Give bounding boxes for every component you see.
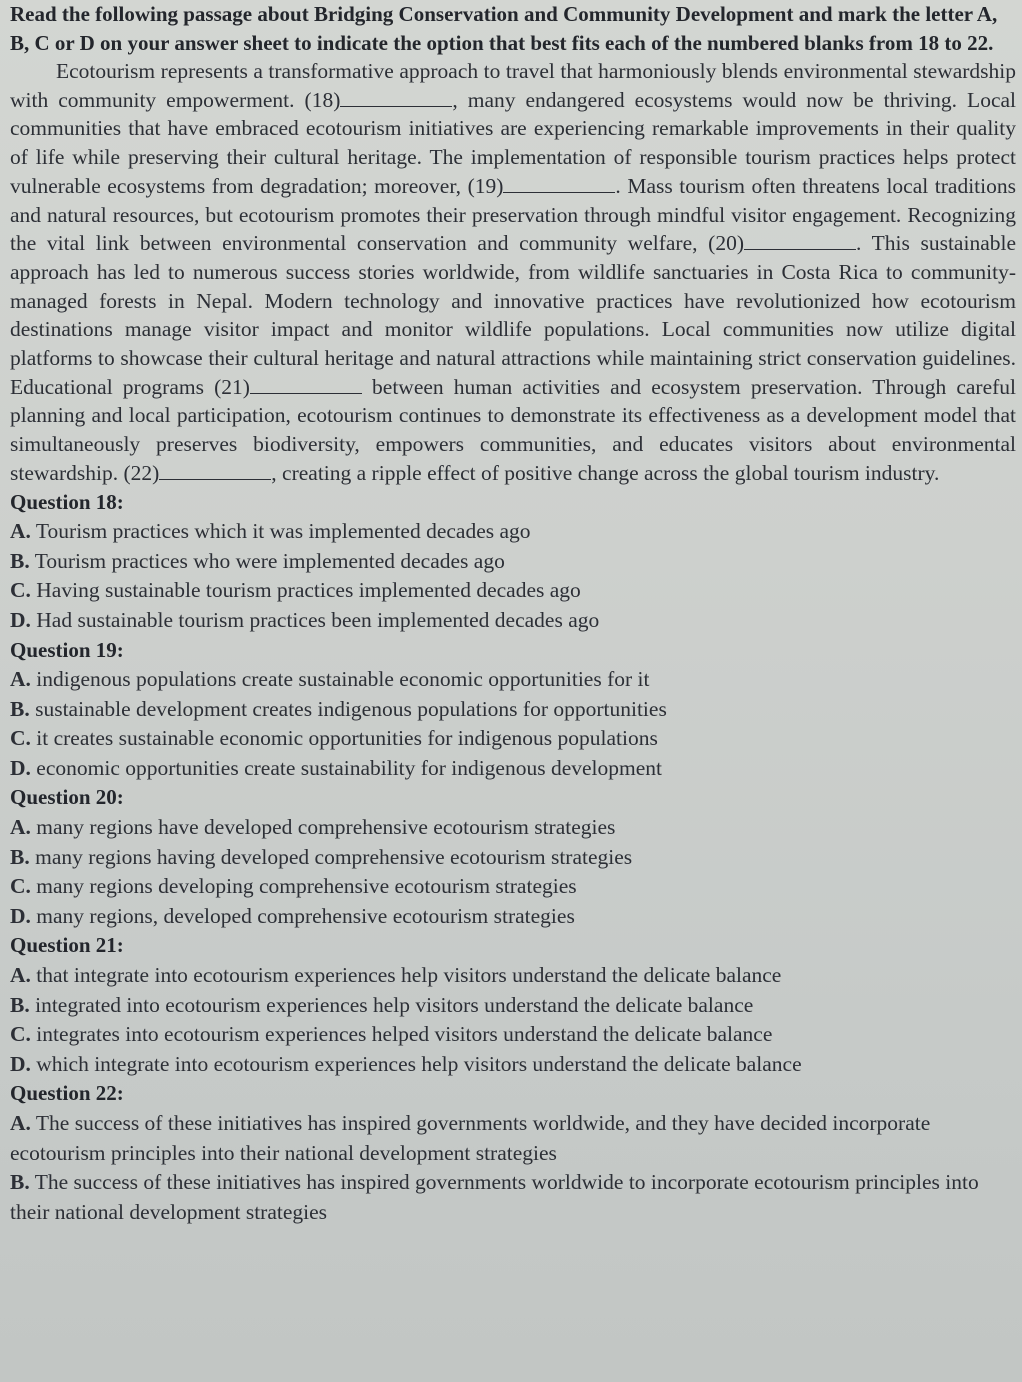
option-text: many regions, developed comprehensive ecotourism strategies xyxy=(36,903,575,928)
option-text: Had sustainable tourism practices been implemented decades ago xyxy=(36,607,600,632)
option-a[interactable] xyxy=(10,961,1016,991)
question-18 xyxy=(10,488,1016,636)
blank-number: (18) xyxy=(304,87,341,112)
blank-number: (19) xyxy=(467,173,504,198)
option-letter: B. xyxy=(10,992,30,1017)
option-text: many regions developing comprehensive ecotourism strategies xyxy=(36,874,577,899)
option-letter: B. xyxy=(10,844,30,869)
passage-text: , creating a ripple effect of positive change across the global tourism industry. xyxy=(271,460,940,485)
blank-number: (20) xyxy=(708,231,744,256)
answer-blank xyxy=(250,375,362,394)
option-letter: D. xyxy=(10,607,31,632)
option-text: Having sustainable tourism practices implemented decades ago xyxy=(36,578,581,603)
question-title: Question 21: xyxy=(10,933,124,958)
option-text: The success of these initiatives has inspired governments worldwide, and they have decided incorporate ecotourism principles into their national development strategies xyxy=(10,1111,931,1165)
option-letter: C. xyxy=(10,578,31,603)
passage-text: Ecotourism represents a transformative approach to travel that harmoniously blends environmental stewardship with community empowerment. xyxy=(10,59,1016,112)
option-d[interactable] xyxy=(10,606,1016,636)
option-letter: A. xyxy=(10,667,31,692)
option-text: sustainable development creates indigenous populations for opportunities xyxy=(35,696,667,721)
option-letter: B. xyxy=(10,696,30,721)
option-a[interactable] xyxy=(10,665,1016,695)
question-19 xyxy=(10,636,1016,784)
option-text: it creates sustainable economic opportunities for indigenous populations xyxy=(36,726,658,751)
question-title: Question 20: xyxy=(10,785,124,810)
option-a[interactable] xyxy=(10,1109,1016,1168)
option-b[interactable] xyxy=(10,991,1016,1021)
option-letter: D. xyxy=(10,903,31,928)
option-letter: C. xyxy=(10,726,31,751)
answer-blank xyxy=(340,88,452,107)
option-letter: A. xyxy=(10,519,31,544)
option-text: The success of these initiatives has inspired governments worldwide to incorporate ecotourism principles into their national development strategies xyxy=(10,1170,979,1224)
option-letter: A. xyxy=(10,1111,31,1136)
option-letter: D. xyxy=(10,1051,31,1076)
option-c[interactable] xyxy=(10,724,1016,754)
blank-number: (22) xyxy=(123,460,160,485)
option-text: many regions having developed comprehensive ecotourism strategies xyxy=(35,844,633,869)
option-letter: A. xyxy=(10,815,31,840)
option-d[interactable] xyxy=(10,1050,1016,1080)
question-title: Question 22: xyxy=(10,1081,124,1106)
passage-text: . Mass tourism often threatens local traditions and natural resources, but ecotourism promotes their preservation through mindful visitor engagement. Recognizing the vital link between environmental conservation and community welfare, xyxy=(10,173,1016,256)
option-text: integrated into ecotourism experiences help visitors understand the delicate balance xyxy=(35,992,754,1017)
option-b[interactable] xyxy=(10,843,1016,873)
option-letter: C. xyxy=(10,874,31,899)
option-a[interactable] xyxy=(10,517,1016,547)
option-letter: D. xyxy=(10,755,31,780)
question-title: Question 19: xyxy=(10,637,124,662)
question-20 xyxy=(10,783,1016,931)
passage-text: , many endangered ecosystems would now be thriving. Local communities that have embraced ecotourism initiatives are experiencing remarkable improvements in their quality of life while preserving their cultural heritage. The implementation of responsible tourism practices helps protect vulnerable ecosystems from degradation; moreover, xyxy=(10,87,1016,198)
option-c[interactable] xyxy=(10,576,1016,606)
option-text: which integrate into ecotourism experiences help visitors understand the delicate balance xyxy=(36,1051,802,1076)
option-text: Tourism practices which it was implemented decades ago xyxy=(35,519,531,544)
option-letter: B. xyxy=(10,548,30,573)
option-letter: A. xyxy=(10,963,31,988)
option-c[interactable] xyxy=(10,872,1016,902)
option-text: integrates into ecotourism experiences helped visitors understand the delicate balance xyxy=(36,1022,773,1047)
option-b[interactable] xyxy=(10,1168,1016,1227)
option-c[interactable] xyxy=(10,1020,1016,1050)
option-b[interactable] xyxy=(10,547,1016,577)
question-21 xyxy=(10,931,1016,1079)
option-text: that integrate into ecotourism experiences help visitors understand the delicate balance xyxy=(36,963,782,988)
option-letter: B. xyxy=(10,1170,30,1195)
option-b[interactable] xyxy=(10,695,1016,725)
option-d[interactable] xyxy=(10,754,1016,784)
blank-number: (21) xyxy=(214,374,250,399)
answer-blank xyxy=(159,461,271,480)
option-d[interactable] xyxy=(10,902,1016,932)
question-title: Question 18: xyxy=(10,489,124,514)
option-text: many regions have developed comprehensive ecotourism strategies xyxy=(36,815,616,840)
question-22 xyxy=(10,1079,1016,1227)
passage-text: . This sustainable approach has led to numerous success stories worldwide, from wildlife sanctuaries in Costa Rica to community-managed forests in Nepal. Modern technology and innovative practices have revolutionized how ecotourism destinations manage visitor impact and monitor wildlife populations. Local communities now utilize digital platforms to showcase their cultural heritage and natural attractions while maintaining strict conservation guidelines. Educational programs xyxy=(10,231,1017,399)
option-text: economic opportunities create sustainability for indigenous development xyxy=(36,755,663,780)
reading-passage xyxy=(10,57,1016,488)
passage-text: between human activities and ecosystem preservation. Through careful planning and local participation, ecotourism continues to demonstrate its effectiveness as a development model that simultaneously preserves biodiversity, empowers communities, and educates visitors about environmental stewardship. xyxy=(10,374,1017,485)
instruction-text: Read the following passage about Bridging Conservation and Community Development and mark the letter A, B, C or D on your answer sheet to indicate the option that best fits each of the numbered blanks from 18 to 22. xyxy=(10,2,998,55)
option-a[interactable] xyxy=(10,813,1016,843)
option-letter: C. xyxy=(10,1022,31,1047)
option-text: indigenous populations create sustainable economic opportunities for it xyxy=(36,667,650,692)
answer-blank xyxy=(744,231,856,250)
option-text: Tourism practices who were implemented decades ago xyxy=(34,548,505,573)
answer-blank xyxy=(503,174,615,193)
